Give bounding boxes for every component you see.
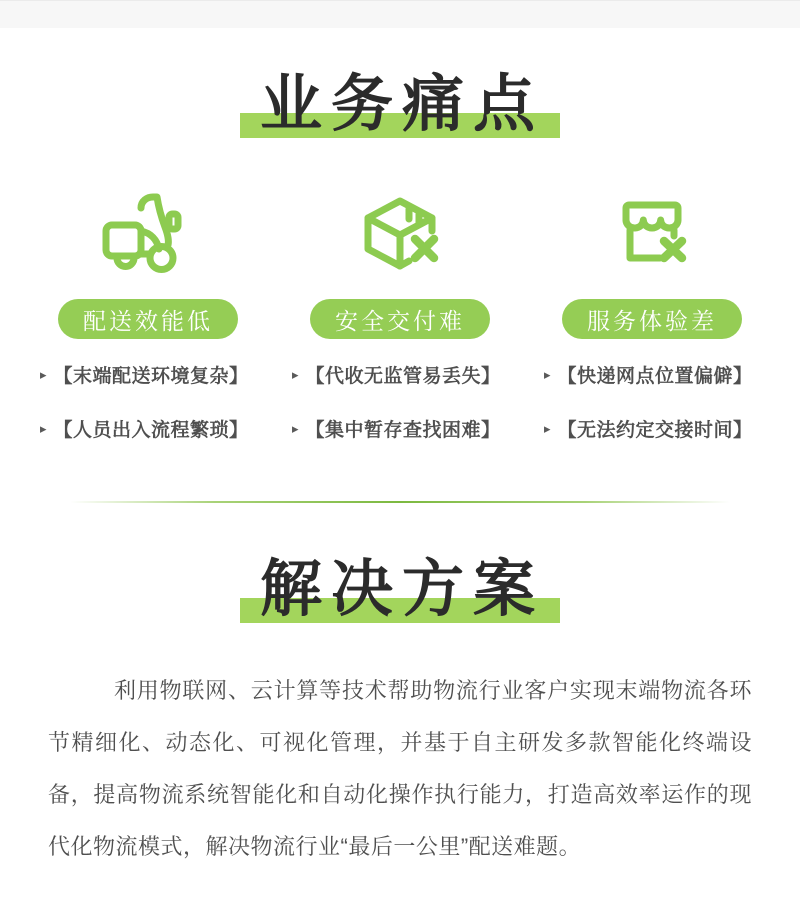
triangle-bullet-icon: ▸ (292, 420, 299, 436)
bullet-label: 【人员出入流程繁琐】 (53, 420, 249, 441)
pain-column-service (526, 186, 778, 469)
bullet-label: 【无法约定交接时间】 (557, 420, 753, 441)
triangle-bullet-icon: ▸ (544, 366, 551, 382)
pain-bullets-service (526, 361, 778, 469)
pain-bullets-delivery (22, 361, 274, 469)
bullet-label: 【代收无监管易丢失】 (305, 366, 501, 387)
pain-points-section (0, 70, 800, 469)
solution-title-text: 解决方案 (240, 559, 560, 623)
delivery-scooter-icon (98, 186, 198, 286)
storefront-x-icon (602, 186, 702, 286)
pain-column-safety (274, 186, 526, 469)
bullet-item (544, 415, 778, 442)
triangle-bullet-icon: ▸ (40, 366, 47, 382)
triangle-bullet-icon: ▸ (544, 420, 551, 436)
bullet-label: 【快递网点位置偏僻】 (557, 366, 753, 387)
bullet-item (292, 361, 526, 388)
solution-paragraph: 利用物联网、云计算等技术帮助物流行业客户实现末端物流各环节精细化、动态化、可视化管理，并基于自主研发多款智能化终端设备，提高物流系统智能化和自动化操作执行能力，打造高效率运作的现代化物流模式，解决物流行业“最后一公里”配送难题。 (48, 678, 752, 859)
bullet-item (40, 415, 274, 442)
bullet-item (40, 361, 274, 388)
section-divider (70, 501, 730, 503)
solution-section (0, 555, 800, 873)
triangle-bullet-icon: ▸ (292, 366, 299, 382)
pain-pill-service: 服务体验差 (562, 299, 742, 339)
solution-section-title (0, 555, 800, 624)
package-box-x-icon (350, 186, 450, 286)
bullet-label: 【末端配送环境复杂】 (53, 366, 249, 387)
pain-pill-delivery: 配送效能低 (58, 299, 238, 339)
bullet-item (544, 361, 778, 388)
bullet-label: 【集中暂存查找困难】 (305, 420, 501, 441)
triangle-bullet-icon: ▸ (40, 420, 47, 436)
pain-pill-safety: 安全交付难 (310, 299, 490, 339)
pain-section-title (0, 70, 800, 139)
pain-columns (22, 186, 778, 469)
pain-column-delivery (22, 186, 274, 469)
top-strip (0, 0, 800, 28)
pain-bullets-safety (274, 361, 526, 469)
bullet-item (292, 415, 526, 442)
pain-title-text: 业务痛点 (240, 74, 560, 138)
